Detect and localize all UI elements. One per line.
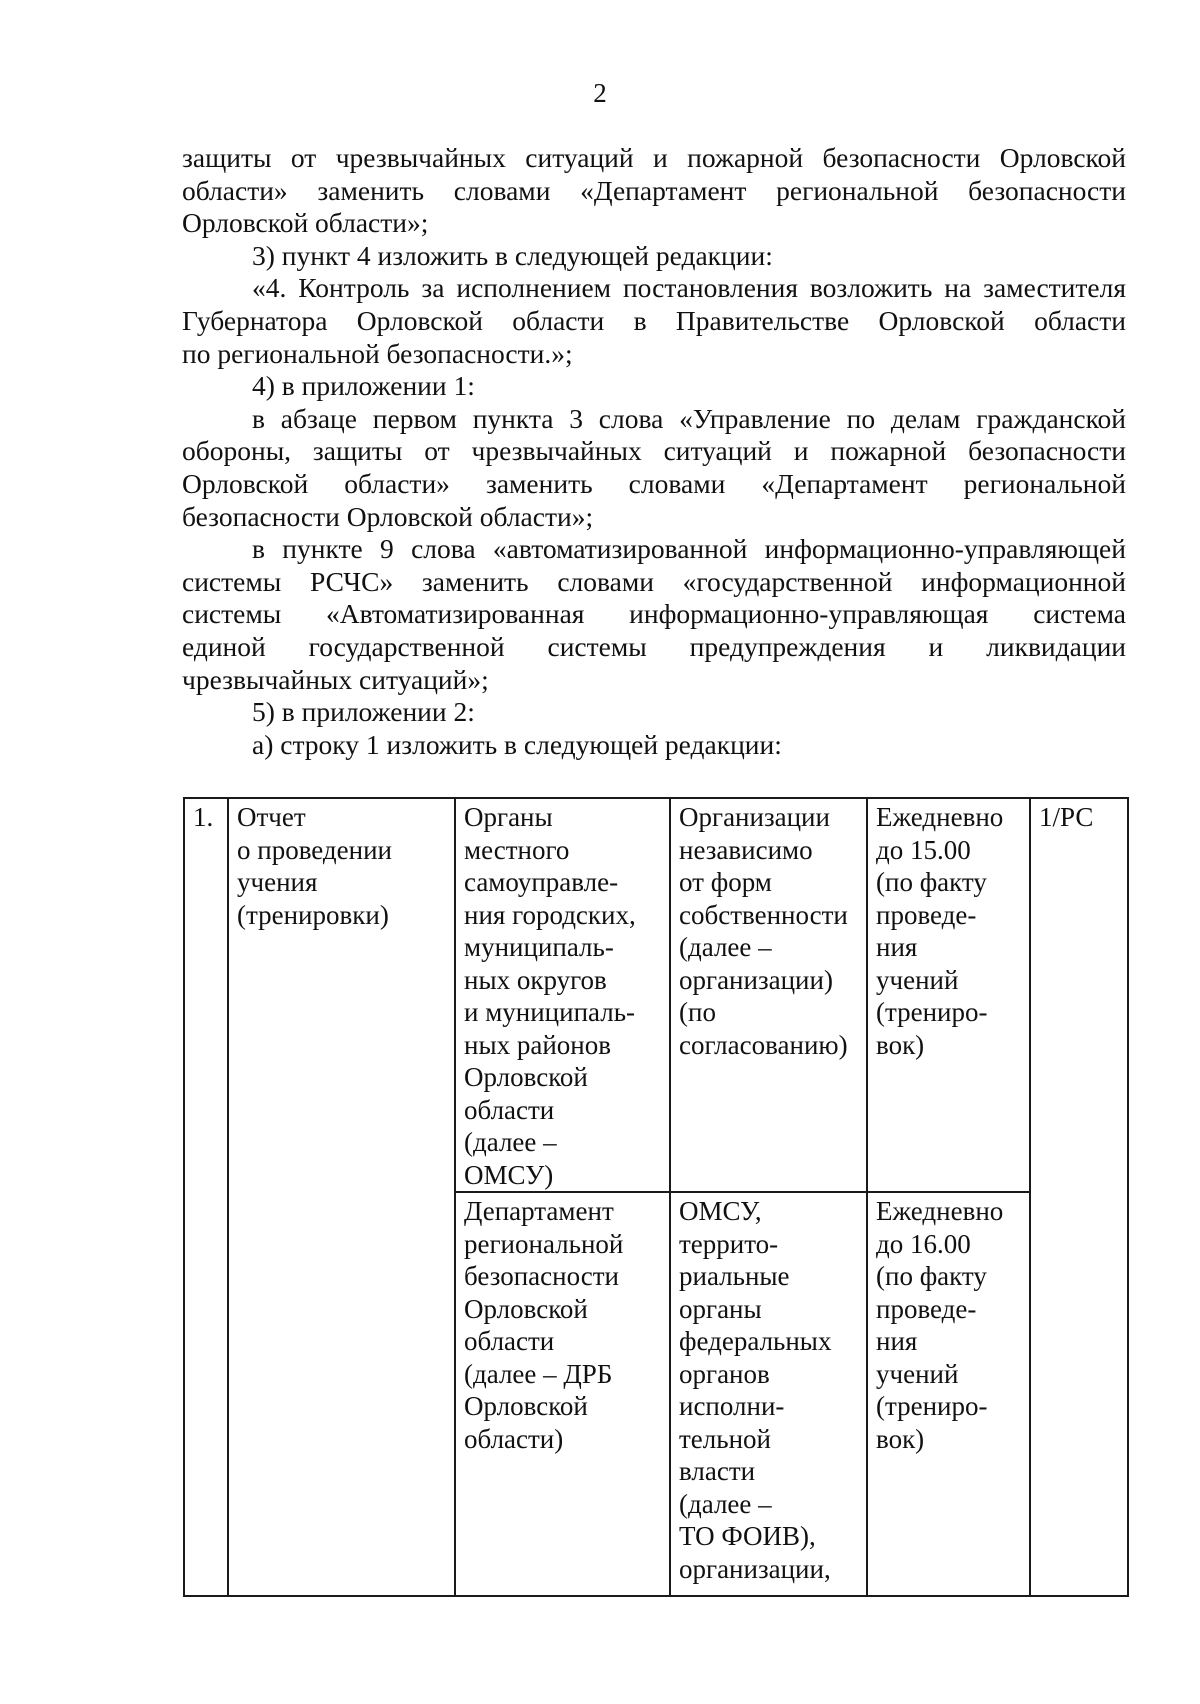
paragraph-line: обороны, защиты от чрезвычайных ситуаций и пожарной безопасности bbox=[182, 435, 1126, 467]
paragraph-line: безопасности Орловской области»; bbox=[182, 500, 594, 532]
paragraph-line: Губернатора Орловской области в Правительстве Орловской области bbox=[182, 304, 1126, 336]
paragraph-line: защиты от чрезвычайных ситуаций и пожарной безопасности Орловской bbox=[182, 142, 1126, 173]
list-item-5: 5) в приложении 2: bbox=[252, 696, 475, 728]
list-item-4: 4) в приложении 1: bbox=[252, 370, 475, 402]
cell-data-source: Организации независимо от форм собственности (далее – организации) (по согласованию) bbox=[670, 798, 867, 1192]
paragraph-line: системы РСЧС» заменить словами «государственной информационной bbox=[182, 565, 1126, 597]
page-number: 2 bbox=[593, 78, 607, 108]
cell-deadline: Ежедневно до 16.00 (по факту проведе- ния учений (трениро- вок) bbox=[867, 1192, 1030, 1596]
paragraph-line: единой государственной системы предупреждения и ликвидации bbox=[182, 630, 1126, 662]
table-row bbox=[184, 798, 1128, 1192]
paragraph-line: чрезвычайных ситуаций»; bbox=[182, 663, 489, 695]
paragraph-line: области» заменить словами «Департамент региональной безопасности bbox=[182, 174, 1126, 206]
paragraph-line: в пункте 9 слова «автоматизированной информационно-управляющей bbox=[252, 533, 1126, 565]
list-item-3: 3) пункт 4 изложить в следующей редакции: bbox=[252, 239, 773, 271]
cell-data-source: ОМСУ, террито- риальные органы федеральных органов исполни- тельной власти (далее – ТО ФОИВ), организации, bbox=[670, 1192, 867, 1596]
paragraph-line: Орловской области» заменить словами «Департамент региональной bbox=[182, 467, 1126, 499]
cell-row-number: 1. bbox=[184, 798, 228, 1596]
list-item-5a: а) строку 1 изложить в следующей редакции: bbox=[252, 728, 782, 760]
report-table bbox=[183, 797, 1129, 1597]
cell-form-code: 1/РС bbox=[1030, 798, 1128, 1596]
report-table-container bbox=[183, 797, 1129, 1597]
cell-report-name: Отчет о проведении учения (тренировки) bbox=[228, 798, 455, 1596]
cell-deadline: Ежедневно до 15.00 (по факту проведе- ния учений (трениро- вок) bbox=[867, 798, 1030, 1192]
cell-submitter: Органы местного самоуправле- ния городских, муниципаль- ных округов и муниципаль- ных районов Орловской области (далее – ОМСУ) bbox=[455, 798, 670, 1192]
paragraph-line: «4. Контроль за исполнением постановления возложить на заместителя bbox=[252, 272, 1126, 304]
paragraph-line: в абзаце первом пункта 3 слова «Управление по делам гражданской bbox=[252, 402, 1126, 434]
paragraph-line: по региональной безопасности.»; bbox=[182, 337, 573, 369]
cell-submitter: Департамент региональной безопасности Орловской области (далее – ДРБ Орловской области) bbox=[455, 1192, 670, 1596]
paragraph-line: системы «Автоматизированная информационно-управляющая система bbox=[182, 598, 1126, 630]
document-body bbox=[182, 142, 1126, 761]
paragraph-line: Орловской области»; bbox=[182, 207, 429, 239]
